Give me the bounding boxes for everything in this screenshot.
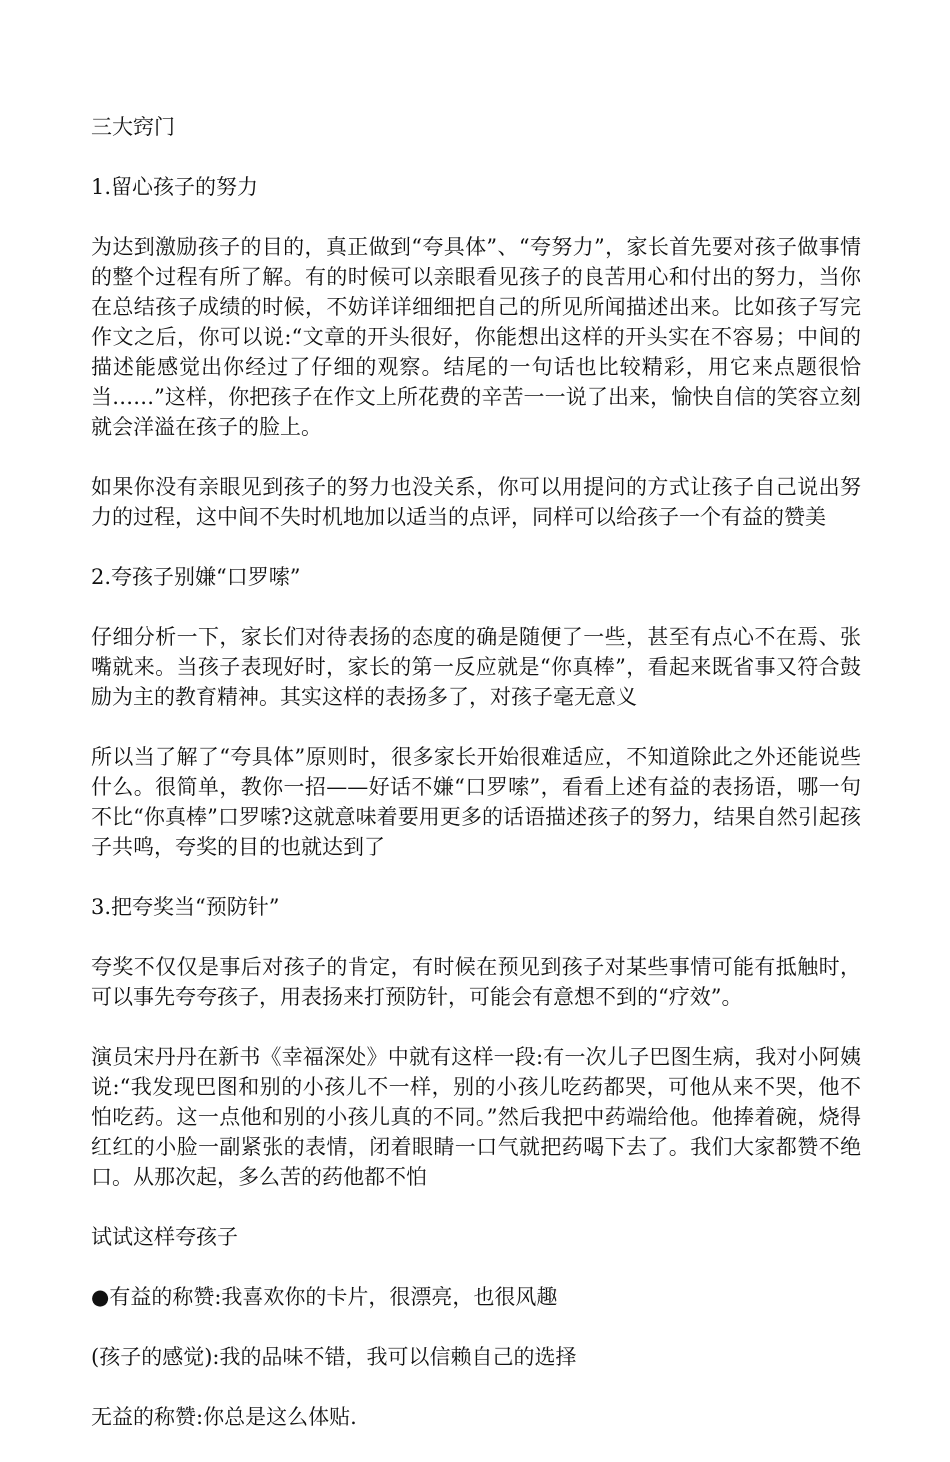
document-heading: 三大窍门 (91, 115, 175, 139)
example-line: ●有益的称赞:我喜欢你的卡片，很漂亮，也很风趣 (91, 1285, 558, 1309)
example-line: 无益的称赞:你总是这么体贴. (91, 1405, 357, 1429)
body-paragraph: 夸奖不仅仅是事后对孩子的肯定，有时候在预见到孩子对某些事情可能有抵触时，可以事先夸夸孩子，用表扬来打预防针，可能会有意想不到的“疗效”。 (91, 955, 861, 1009)
body-paragraph: 如果你没有亲眼见到孩子的努力也没关系，你可以用提问的方式让孩子自己说出努力的过程，这中间不失时机地加以适当的点评，同样可以给孩子一个有益的赞美 (91, 475, 861, 529)
section-title: 2.夸孩子别嫌“口罗嗦” (91, 565, 301, 589)
body-paragraph: 演员宋丹丹在新书《幸福深处》中就有这样一段:有一次儿子巴图生病，我对小阿姨说:“我发现巴图和别的小孩儿不一样，别的小孩儿吃药都哭，可他从来不哭，他不怕吃药。这一点他和别的小孩儿真的不同。”然后我把中药端给他。他捧着碗，烧得红红的小脸一副紧张的表情，闭着眼睛一口气就把药喝下去了。我们大家都赞不绝口。从那次起，多么苦的药他都不怕 (91, 1045, 861, 1189)
document-page (91, 112, 861, 1462)
body-paragraph: 为达到激励孩子的目的，真正做到“夸具体”、“夸努力”，家长首先要对孩子做事情的整个过程有所了解。有的时候可以亲眼看见孩子的良苦用心和付出的努力，当你在总结孩子成绩的时候，不妨详详细细把自己的所见所闻描述出来。比如孩子写完作文之后，你可以说:“文章的开头很好，你能想出这样的开头实在不容易；中间的描述能感觉出你经过了仔细的观察。结尾的一句话也比较精彩，用它来点题很恰当……”这样，你把孩子在作文上所花费的辛苦一一说了出来，愉快自信的笑容立刻就会洋溢在孩子的脸上。 (91, 235, 861, 439)
section-title: 3.把夸奖当“预防针” (91, 895, 280, 919)
body-paragraph: 所以当了解了“夸具体”原则时，很多家长开始很难适应，不知道除此之外还能说些什么。很简单，教你一招——好话不嫌“口罗嗦”，看看上述有益的表扬语，哪一句不比“你真棒”口罗嗦?这就意味着要用更多的话语描述孩子的努力，结果自然引起孩子共鸣，夸奖的目的也就达到了 (91, 745, 861, 859)
section-title: 1.留心孩子的努力 (91, 175, 259, 199)
body-paragraph: 仔细分析一下，家长们对待表扬的态度的确是随便了一些，甚至有点心不在焉、张嘴就来。当孩子表现好时，家长的第一反应就是“你真棒”，看起来既省事又符合鼓励为主的教育精神。其实这样的表扬多了，对孩子毫无意义 (91, 625, 861, 709)
try-heading: 试试这样夸孩子 (91, 1225, 238, 1249)
example-line: (孩子的感觉):我的品味不错，我可以信赖自己的选择 (91, 1345, 577, 1369)
